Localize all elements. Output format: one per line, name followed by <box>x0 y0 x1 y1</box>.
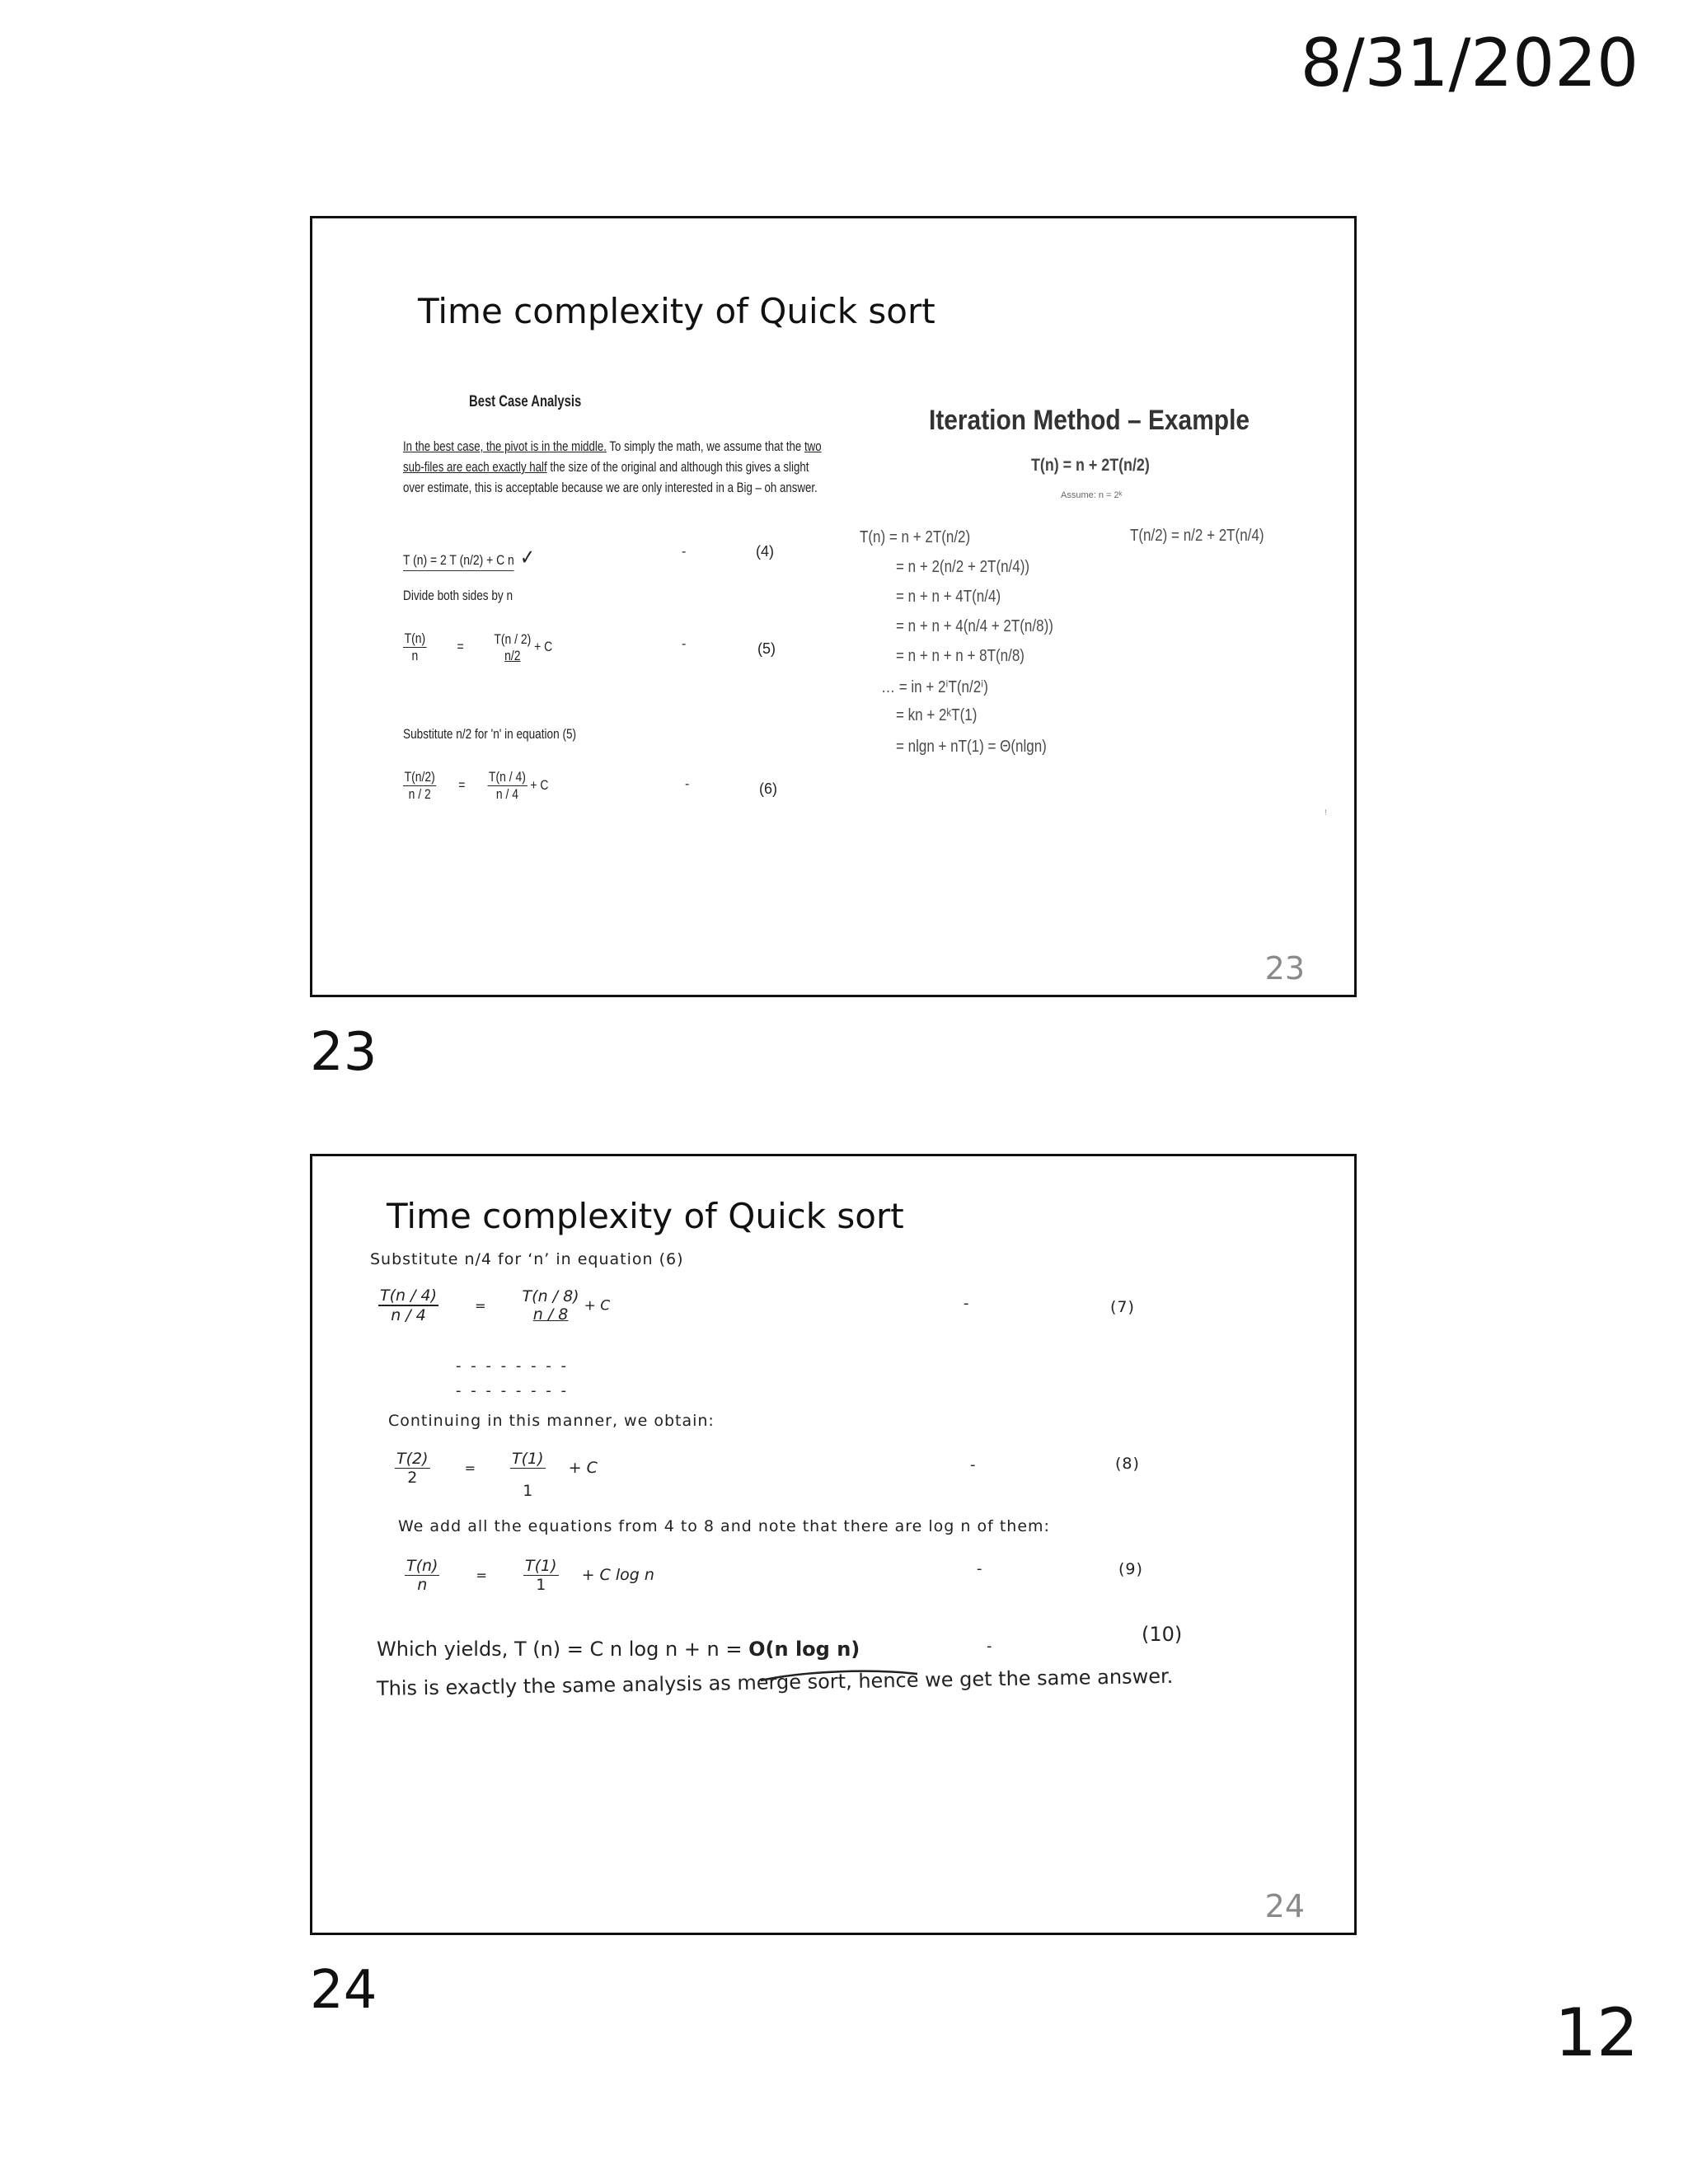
para-underlined-1: In the best case, the pivot is in the middle. <box>403 438 607 454</box>
eq8-rhs-den: 1 <box>523 1482 533 1500</box>
eq8-plus-c: + C <box>568 1459 598 1477</box>
eq8-number: (8) <box>1115 1455 1140 1473</box>
header-date: 8/31/2020 <box>1300 25 1639 101</box>
eq7-rhs-num: T(n / 8) <box>522 1287 579 1305</box>
eq8-lhs-den: 2 <box>407 1469 418 1487</box>
eq6-number: (6) <box>759 780 777 797</box>
eq9-lhs-num: T(n) <box>406 1557 438 1575</box>
eq9-rhs-den: 1 <box>536 1576 546 1594</box>
iteration-line-1: T(n) = n + 2T(n/2) <box>860 528 971 546</box>
iteration-assume: Assume: n = 2ᵏ <box>1061 490 1123 500</box>
best-case-heading: Best Case Analysis <box>469 393 582 410</box>
slide-number: 24 <box>1264 1888 1305 1924</box>
equation-4 <box>403 545 535 570</box>
equation-7 <box>378 1286 610 1324</box>
eq6-plus-c: + C <box>530 776 549 793</box>
eq5-rhs-den: n/2 <box>504 647 521 663</box>
eq7-lhs-num: T(n / 4) <box>380 1286 438 1305</box>
slide-caption-23: 23 <box>310 1022 377 1083</box>
slide-caption-24: 24 <box>310 1960 377 2021</box>
para-underlined-2: two sub-files are each exactly half <box>403 438 822 475</box>
eq4-number: (4) <box>756 543 774 560</box>
eq5-plus-c: + C <box>534 638 553 654</box>
yields-line <box>377 1638 860 1661</box>
eq9-number: (9) <box>1118 1560 1143 1578</box>
iteration-line-4: = n + n + 4(n/4 + 2T(n/8)) <box>896 617 1053 635</box>
iteration-line-8: = nlgn + nT(1) = Θ(nlgn) <box>896 738 1047 756</box>
eq5-lhs-num: T(n) <box>404 630 426 646</box>
iteration-recurrence: T(n) = n + 2T(n/2) <box>1031 456 1150 475</box>
eq10-dash: - <box>987 1638 992 1655</box>
eq6-rhs-den: n / 4 <box>495 786 518 802</box>
slide-title: Time complexity of Quick sort <box>387 1196 904 1236</box>
yields-text: Which yields, T (n) = C n log n + n = <box>377 1638 749 1661</box>
eq6-dash: - <box>685 777 690 791</box>
eq8-dash: - <box>970 1456 976 1474</box>
dashes-row-1: - - - - - - - - <box>456 1357 570 1375</box>
equation-6 <box>403 769 548 803</box>
eq7-rhs-den: n / 8 <box>532 1305 569 1324</box>
we-add-text: We add all the equations from 4 to 8 and note that there are log n of them: <box>398 1517 1050 1535</box>
eq5-dash: - <box>682 637 687 651</box>
eq8-equals: = <box>464 1460 476 1476</box>
continuing-text: Continuing in this manner, we obtain: <box>388 1412 715 1430</box>
iteration-title: Iteration Method – Example <box>929 405 1250 436</box>
eq9-plus: + C log n <box>581 1566 654 1584</box>
conclusion-text: This is exactly the same analysis as merge sort, hence we get the same answer. <box>376 1664 1174 1700</box>
slide-number: 23 <box>1264 950 1305 987</box>
para-text-2: the size of the original and although this gives a slight over estimate, this is acceptable because we are only interested in a Big – oh answer. <box>403 459 818 495</box>
substitute-text: Substitute n/4 for ‘n’ in equation (6) <box>370 1250 684 1268</box>
dashes-row-2: - - - - - - - - <box>456 1382 570 1399</box>
substitute-text: Substitute n/2 for 'n' in equation (5) <box>403 726 577 742</box>
eq9-equals: = <box>476 1568 487 1583</box>
eq4-text: T (n) = 2 T (n/2) + C n <box>403 552 514 571</box>
eq9-lhs-den: n <box>417 1576 428 1594</box>
iteration-line-2: = n + 2(n/2 + 2T(n/4)) <box>896 558 1030 576</box>
handwritten-underline <box>757 1669 922 1689</box>
eq5-rhs-num: T(n / 2) <box>494 630 532 647</box>
eq7-equals: = <box>475 1297 486 1314</box>
iteration-line-7: = kn + 2ᵏT(1) <box>896 706 978 724</box>
eq7-dash: - <box>964 1295 969 1312</box>
slide-24 <box>310 1154 1357 1935</box>
eq7-plus-c: + C <box>584 1297 611 1315</box>
eq7-number: (7) <box>1110 1298 1135 1316</box>
iteration-side-equation: T(n/2) = n/2 + 2T(n/4) <box>1130 527 1264 545</box>
divide-text: Divide both sides by n <box>403 588 513 603</box>
iteration-line-6: … = in + 2ⁱT(n/2ⁱ) <box>881 678 988 696</box>
eq7-lhs-den: n / 4 <box>391 1306 426 1324</box>
scan-mark: ! <box>1325 808 1327 818</box>
eq6-equals: = <box>458 776 466 793</box>
eq9-dash: - <box>977 1560 982 1577</box>
eq6-rhs-num: T(n / 4) <box>488 769 526 785</box>
best-case-paragraph <box>403 436 828 498</box>
eq5-lhs-den: n <box>411 648 419 663</box>
yields-bold: O(n log n) <box>748 1638 860 1661</box>
eq9-rhs-num: T(1) <box>524 1557 557 1575</box>
para-text-1: To simply the math, we assume that the <box>606 438 802 454</box>
slide-title: Time complexity of Quick sort <box>418 291 935 331</box>
slide-23 <box>310 216 1357 997</box>
page-number: 12 <box>1554 1994 1639 2071</box>
equation-8 <box>395 1450 598 1500</box>
check-mark: ✓ <box>519 545 535 569</box>
iteration-line-3: = n + n + 4T(n/4) <box>896 588 1001 606</box>
eq6-lhs-den: n / 2 <box>408 786 431 802</box>
eq5-equals: = <box>457 638 464 654</box>
eq8-lhs-num: T(2) <box>396 1450 429 1468</box>
eq4-dash: - <box>682 545 687 559</box>
eq8-rhs-num: T(1) <box>512 1450 544 1468</box>
equation-5 <box>403 630 552 664</box>
eq5-number: (5) <box>757 640 776 657</box>
eq10-number: (10) <box>1142 1623 1183 1646</box>
equation-9 <box>405 1557 654 1594</box>
eq6-lhs-num: T(n/2) <box>404 769 435 785</box>
iteration-line-5: = n + n + n + 8T(n/8) <box>896 647 1025 665</box>
